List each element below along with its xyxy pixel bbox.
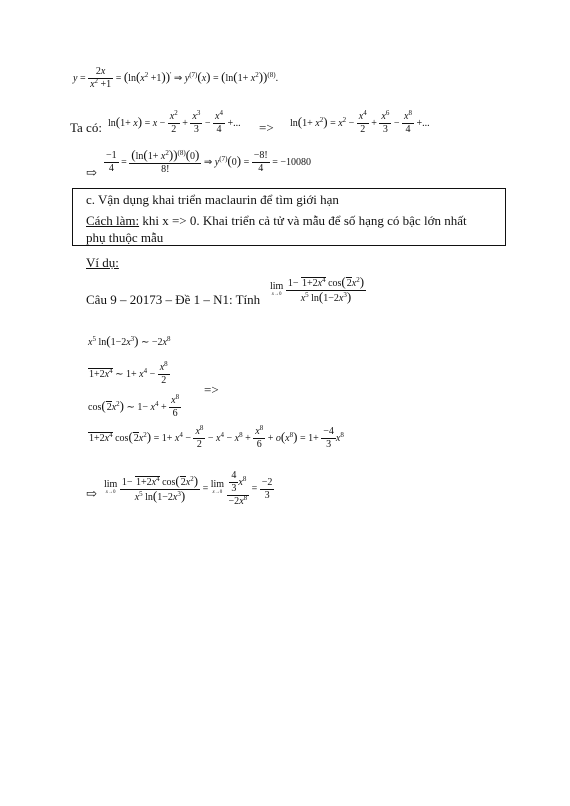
final-limit: lim x→0 $\frac{1- 1+2x^4 \cos(2x^2)}{x^5 \ln(1-2x^3)}$ = lim x→0 $\frac{4}{3}$ $x^8$ $-2x^8$ = $\frac{-2}{3}$ xyxy=(104,470,273,507)
method-label: Cách làm: xyxy=(86,213,140,228)
section-heading: c. Vận dụng khai triển maclaurin để tìm giới hạn xyxy=(86,192,339,207)
step-cos: $\cos(2x^2)$ ∼ $1- x^4$ + $\frac{x^8}{6}$ xyxy=(88,393,180,419)
example-label: Ví dụ: xyxy=(86,255,119,270)
question-limit: lim x→0 $\frac{1- 1+2x^4 \cos(2x^2)}{x^5 \ln(1-2x^3)}$ xyxy=(270,274,365,304)
ln-series: ln(1+ x) = x − $\frac{x^2}{2}$ + $\frac{x^3}{3}$ − $\frac{x^4}{4}$ +... xyxy=(108,109,241,135)
method-text-1: khi x => 0. Khai triển cả tử và mẫu để số hạng có bậc lớn nhất xyxy=(139,213,467,228)
arrow-icon: ⇨ xyxy=(86,165,97,180)
question-text: Câu 9 – 20173 – Đề 1 – N1: Tính xyxy=(86,292,261,307)
ta-co-label: Ta có: xyxy=(70,120,102,135)
derivative-line: y = $\frac{2x}{x^2 +1}$ = $(\ln(x^2 +1))'$ ⇒ $y^{(7)}(x) = (\ln(1+ x^2))^{(8)}$. xyxy=(73,66,279,90)
coefficient-line: $\frac{-1}{4}$ = $\frac{(\ln(1+ x^2))^{(8)}(0)}{8!}$ ⇒ $y^{(7)}(0)$ = $\frac{-8!}{4}$ = −10080 xyxy=(106,147,311,175)
method-text-2: phụ thuộc mẫu xyxy=(86,230,164,245)
ln-x2-series: $\ln(1+ x^2) = x^2$ − $\frac{x^4}{2}$ + $\frac{x^6}{3}$ − $\frac{x^8}{4}$ +... xyxy=(290,109,430,135)
final-arrow-icon: ⇨ xyxy=(86,486,97,501)
step-denominator: $x^5$ $\ln(1-2x^3)$ ∼ $-2x^8$ xyxy=(88,333,171,348)
step-product: $1+2x^4$ $\cos(2x^2) = 1+ x^4$ − $\frac{x^8}{2}$ − $x^4 - x^8$ + $\frac{x^8}{6}$ + $o(x^8) = 1+$ $\frac{-4}{3}$ $x^8$ xyxy=(89,424,344,450)
step-arrow: => xyxy=(204,382,219,397)
method-line xyxy=(86,213,467,229)
step-sqrt: $1+2x^4$ ∼ $1+ x^4$ − $\frac{x^8}{2}$ xyxy=(89,360,168,386)
implies-arrow: => xyxy=(259,120,274,135)
